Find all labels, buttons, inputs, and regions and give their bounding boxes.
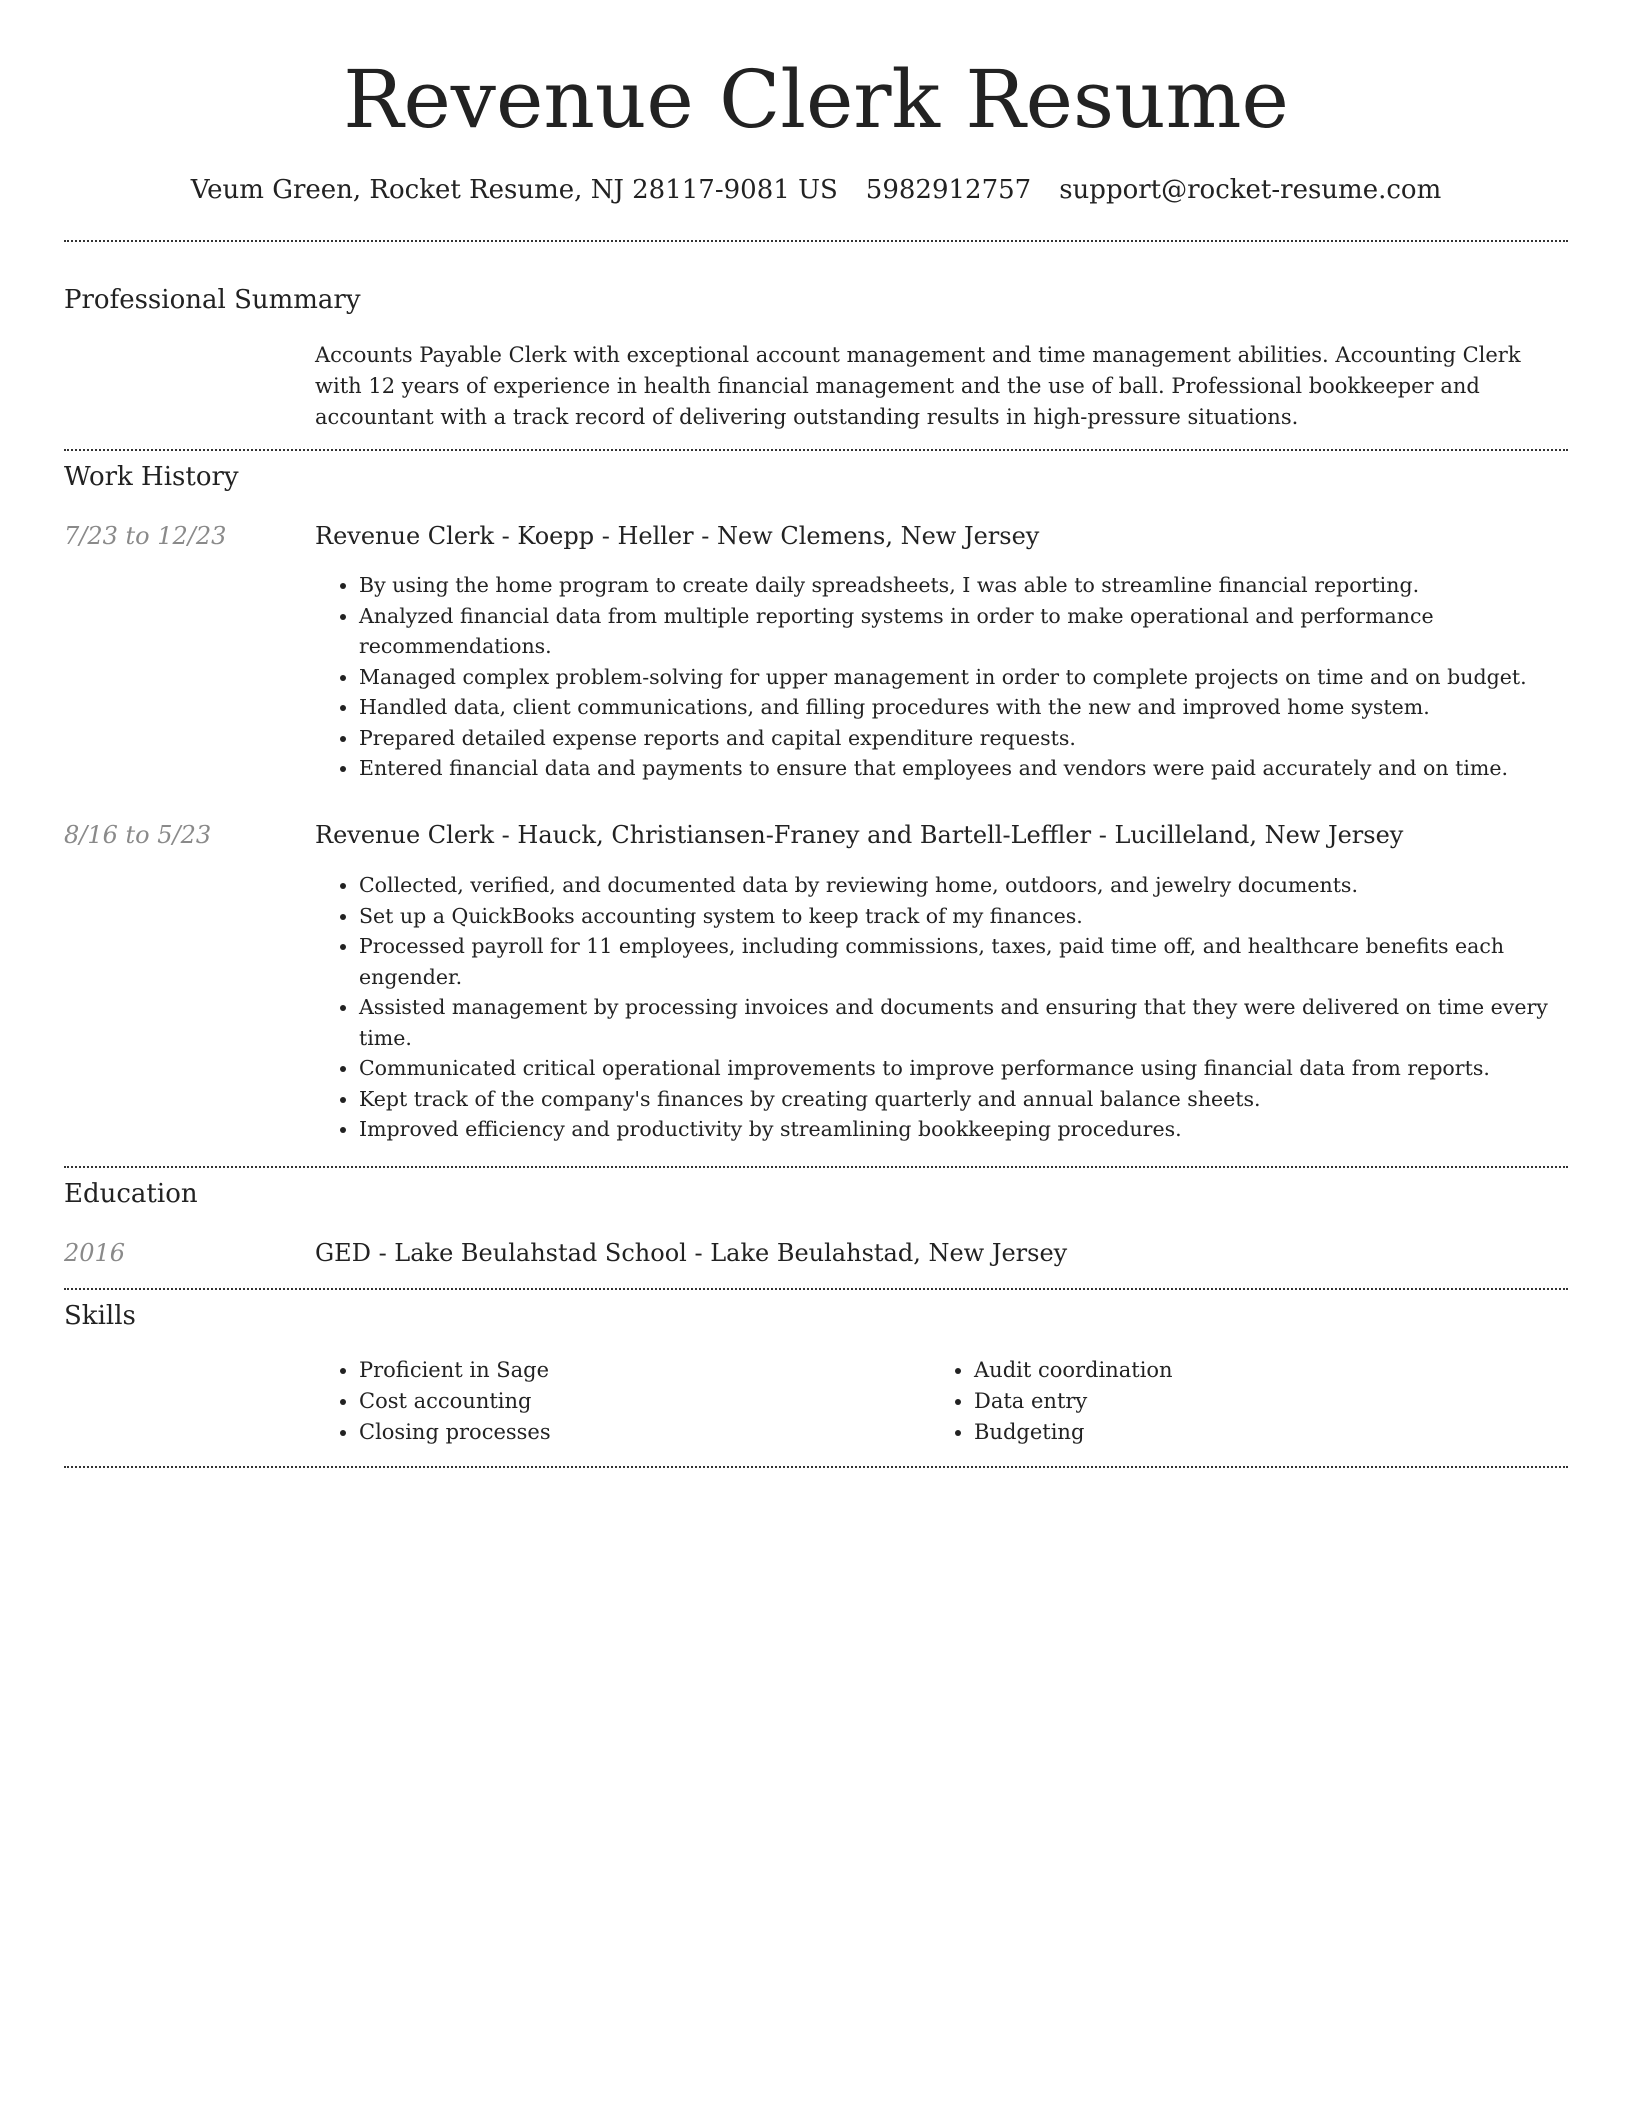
list-item: • Entered financial data and payments to ensure that employees and vendors were paid accurately and on time. — [359, 753, 1568, 784]
job-title: Revenue Clerk - Koepp - Heller - New Clemens, New Jersey — [315, 522, 1040, 550]
section-heading-education: Education — [64, 1179, 198, 1209]
job-dates: 8/16 to 5/23 — [64, 821, 212, 849]
skill-item: • Cost accounting — [359, 1386, 915, 1417]
skills-list-left — [315, 1355, 915, 1448]
section-heading-summary: Professional Summary — [64, 285, 361, 315]
skill-item: • Data entry — [974, 1386, 1530, 1417]
skill-item: • Audit coordination — [974, 1355, 1530, 1386]
skills-list-right — [930, 1355, 1530, 1448]
education-year: 2016 — [64, 1239, 126, 1267]
skill-item: • Budgeting — [974, 1417, 1530, 1448]
list-item: • Processed payroll for 11 employees, including commissions, taxes, paid time off, and healthcare benefits each engender. — [359, 931, 1568, 992]
contact-address: Veum Green, Rocket Resume, NJ 28117-9081 US — [190, 175, 838, 205]
job-bullets — [315, 870, 1568, 1145]
summary-text: Accounts Payable Clerk with exceptional account management and time management abilities. Accounting Clerk with 12 years of experience in health financial management and the use of ball. Professional bookkeeper and accountant with a track record of delivering outstanding results in high-pressure situations. — [315, 343, 1521, 429]
divider — [64, 1466, 1568, 1468]
list-item: • Communicated critical operational improvements to improve performance using financial data from reports. — [359, 1053, 1568, 1084]
section-heading-skills: Skills — [64, 1301, 136, 1331]
list-item: • Analyzed financial data from multiple reporting systems in order to make operational and performance recommendations. — [359, 601, 1568, 662]
divider — [64, 240, 1568, 242]
skill-item: • Proficient in Sage — [359, 1355, 915, 1386]
job-dates: 7/23 to 12/23 — [64, 522, 227, 550]
divider — [64, 1166, 1568, 1168]
divider — [64, 1288, 1568, 1290]
list-item: • Improved efficiency and productivity by streamlining bookkeeping procedures. — [359, 1114, 1568, 1145]
skill-item: • Closing processes — [359, 1417, 915, 1448]
list-item: • By using the home program to create daily spreadsheets, I was able to streamline financial reporting. — [359, 570, 1568, 601]
contact-email: support@rocket-resume.com — [1059, 175, 1442, 205]
list-item: • Handled data, client communications, and filling procedures with the new and improved home system. — [359, 692, 1568, 723]
divider — [64, 449, 1568, 451]
education-title: GED - Lake Beulahstad School - Lake Beulahstad, New Jersey — [315, 1239, 1068, 1267]
list-item: • Collected, verified, and documented data by reviewing home, outdoors, and jewelry documents. — [359, 870, 1568, 901]
job-title: Revenue Clerk - Hauck, Christiansen-Franey and Bartell-Leffler - Lucilleland, New Jersey — [315, 821, 1404, 849]
list-item: • Prepared detailed expense reports and capital expenditure requests. — [359, 723, 1568, 754]
resume-title: Revenue Clerk Resume — [343, 53, 1289, 146]
section-heading-work-history: Work History — [64, 462, 239, 492]
contact-line — [64, 172, 1568, 208]
list-item: • Assisted management by processing invoices and documents and ensuring that they were delivered on time every time. — [359, 992, 1568, 1053]
job-bullets — [315, 570, 1568, 784]
list-item: • Kept track of the company's finances by creating quarterly and annual balance sheets. — [359, 1084, 1568, 1115]
contact-phone: 5982912757 — [865, 175, 1032, 205]
list-item: • Set up a QuickBooks accounting system to keep track of my finances. — [359, 901, 1568, 932]
list-item: • Managed complex problem-solving for upper management in order to complete projects on time and on budget. — [359, 662, 1568, 693]
